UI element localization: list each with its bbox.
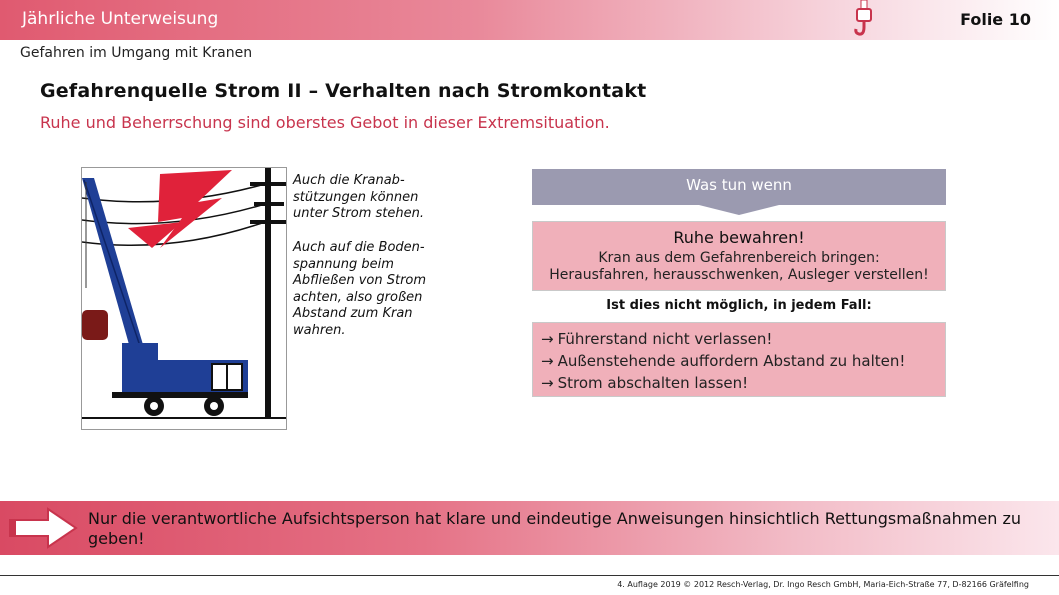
- note-line: achten, also großen: [293, 289, 423, 305]
- note-line: Abfließen von Strom: [293, 273, 427, 288]
- callout-bar: [0, 501, 1059, 555]
- callout-line: geben!: [88, 529, 145, 548]
- big-arrow-right-icon: [8, 507, 78, 549]
- down-arrow-icon: [699, 205, 779, 215]
- stay-calm-line: Herausfahren, herausschwenken, Ausleger verstellen!: [549, 267, 929, 283]
- stay-calm-line: Kran aus dem Gefahrenbereich bringen:: [598, 250, 880, 266]
- note-line: unter Strom stehen.: [293, 206, 424, 221]
- actions-box: [532, 322, 946, 397]
- action-text: Strom abschalten lassen!: [557, 374, 749, 392]
- crane-hook-icon: [852, 0, 876, 38]
- note-line: Auch auf die Boden-: [293, 240, 425, 255]
- action-item: [541, 350, 945, 372]
- callout-line: Nur die verantwortliche Aufsichtsperson hat klare und eindeutige Anweisungen hinsichtlich Rettungsmaßnahmen zu: [88, 509, 1021, 528]
- stay-calm-box: [532, 221, 946, 291]
- footer-copyright: 4. Auflage 2019 © 2012 Resch-Verlag, Dr. Ingo Resch GmbH, Maria-Eich-Straße 77, D-82166 Gräfelfing: [617, 580, 1029, 589]
- action-item: [541, 328, 945, 350]
- note-line: wahren.: [293, 322, 346, 338]
- note-outriggers: [293, 173, 463, 223]
- arrow-right-icon: →: [541, 374, 554, 392]
- action-text: Führerstand nicht verlassen!: [557, 330, 773, 348]
- note-line: Abstand zum Kran: [293, 306, 413, 321]
- footer-divider: [0, 575, 1059, 576]
- header-title: Jährliche Unterweisung: [22, 9, 219, 29]
- note-line: spannung beim: [293, 256, 394, 272]
- callout-text: [88, 509, 1059, 549]
- page-subtitle: Ruhe und Beherrschung sind oberstes Gebot in dieser Extremsituation.: [40, 113, 610, 132]
- page-title: Gefahrenquelle Strom II – Verhalten nach Stromkontakt: [40, 80, 647, 102]
- was-tun-header: Was tun wenn: [532, 169, 946, 205]
- slide-number: Folie 10: [960, 10, 1031, 29]
- action-item: [541, 372, 945, 394]
- note-line: Auch die Kranab-: [293, 173, 405, 188]
- fallback-heading: Ist dies nicht möglich, in jedem Fall:: [606, 298, 872, 313]
- note-ground-voltage: [293, 240, 453, 339]
- arrow-right-icon: →: [541, 352, 554, 370]
- stay-calm-title: Ruhe bewahren!: [673, 228, 805, 247]
- arrow-right-icon: →: [541, 330, 554, 348]
- action-text: Außenstehende auffordern Abstand zu halten!: [557, 352, 906, 370]
- section-subheader: Gefahren im Umgang mit Kranen: [20, 45, 253, 61]
- header-bar: [0, 0, 1059, 40]
- crane-electric-hazard-illustration: [81, 167, 287, 430]
- note-line: stützungen können: [293, 189, 419, 205]
